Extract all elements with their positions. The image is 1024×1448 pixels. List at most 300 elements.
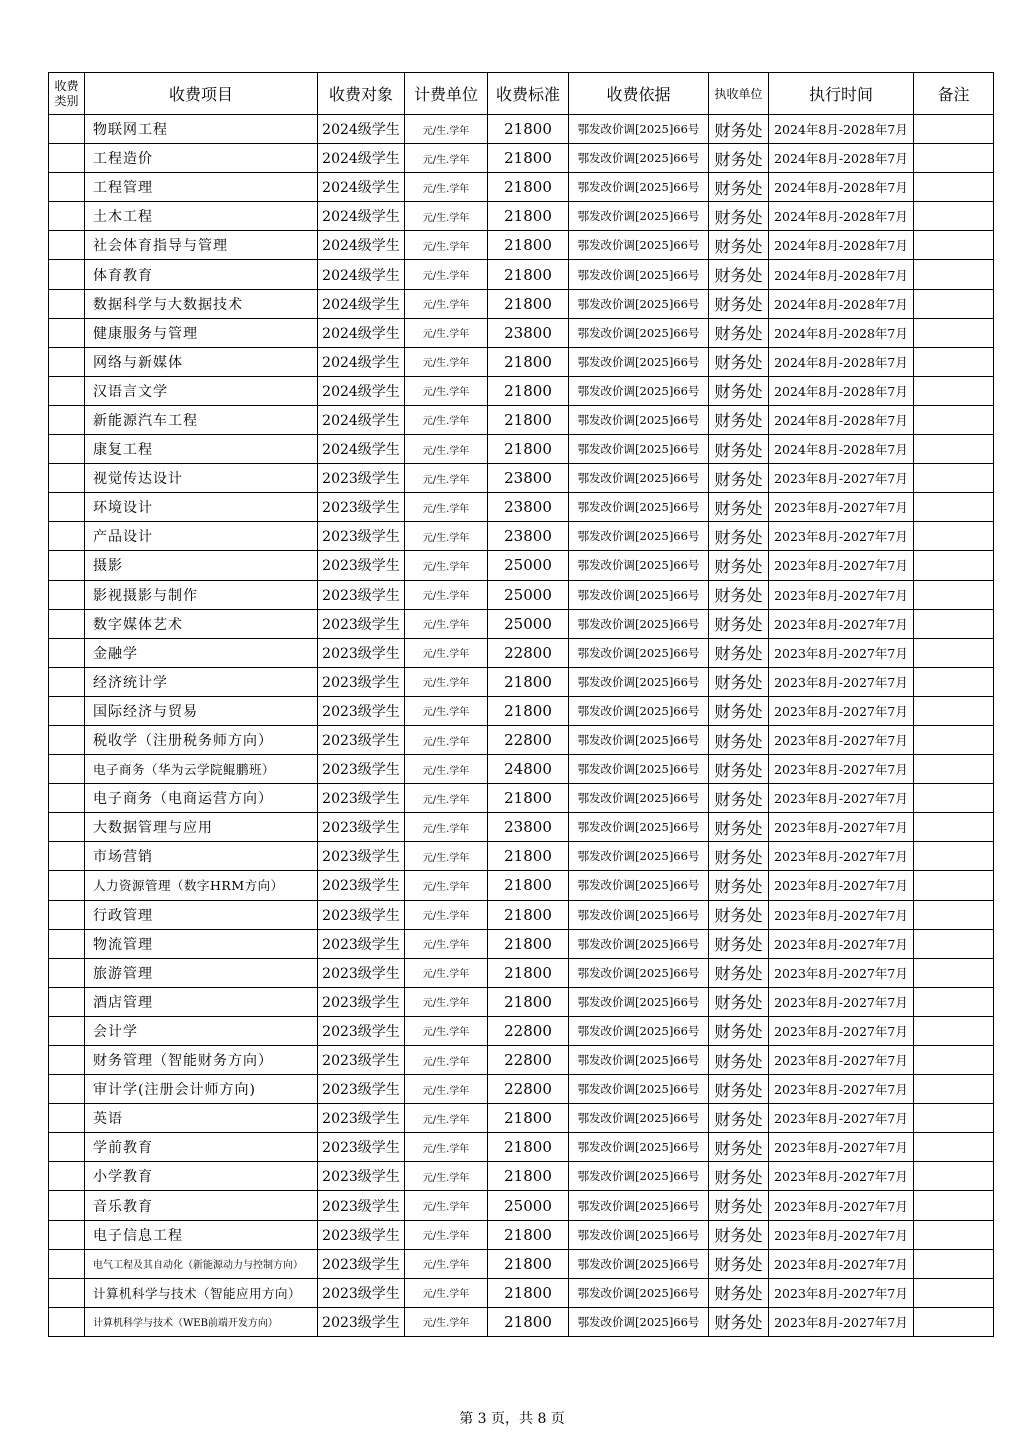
target-cell: 2023级学生 (318, 493, 405, 522)
category-cell (49, 1220, 85, 1249)
table-row (49, 1162, 994, 1191)
basis-cell: 鄂发改价调[2025]66号 (569, 1278, 709, 1307)
item-cell: 税收学（注册税务师方向） (85, 725, 318, 754)
category-cell (49, 638, 85, 667)
category-cell (49, 1249, 85, 1278)
office-cell: 财务处 (709, 1046, 769, 1075)
unit-cell: 元/生.学年 (405, 987, 488, 1016)
category-cell (49, 667, 85, 696)
target-cell: 2023级学生 (318, 813, 405, 842)
office-cell: 财务处 (709, 435, 769, 464)
unit-cell: 元/生.学年 (405, 958, 488, 987)
basis-cell: 鄂发改价调[2025]66号 (569, 638, 709, 667)
office-cell: 财务处 (709, 405, 769, 434)
office-cell: 财务处 (709, 1191, 769, 1220)
remark-cell (914, 202, 994, 231)
basis-cell: 鄂发改价调[2025]66号 (569, 842, 709, 871)
item-cell: 物流管理 (85, 929, 318, 958)
table-row (49, 493, 994, 522)
standard-cell: 24800 (488, 755, 569, 784)
table-body (49, 115, 994, 1337)
basis-cell: 鄂发改价调[2025]66号 (569, 958, 709, 987)
unit-cell: 元/生.学年 (405, 1046, 488, 1075)
office-cell: 财务处 (709, 347, 769, 376)
remark-cell (914, 1220, 994, 1249)
table-row (49, 813, 994, 842)
period-cell: 2023年8月-2027年7月 (769, 1191, 914, 1220)
office-cell: 财务处 (709, 115, 769, 144)
standard-cell: 22800 (488, 1016, 569, 1045)
category-cell (49, 464, 85, 493)
standard-cell: 21800 (488, 900, 569, 929)
remark-cell (914, 1278, 994, 1307)
office-cell: 财务处 (709, 609, 769, 638)
period-cell: 2023年8月-2027年7月 (769, 725, 914, 754)
standard-cell: 21800 (488, 1162, 569, 1191)
remark-cell (914, 551, 994, 580)
unit-cell: 元/生.学年 (405, 289, 488, 318)
basis-cell: 鄂发改价调[2025]66号 (569, 289, 709, 318)
target-cell: 2023级学生 (318, 842, 405, 871)
standard-cell: 21800 (488, 202, 569, 231)
category-cell (49, 609, 85, 638)
office-cell: 财务处 (709, 551, 769, 580)
period-cell: 2023年8月-2027年7月 (769, 987, 914, 1016)
period-cell: 2024年8月-2028年7月 (769, 289, 914, 318)
remark-cell (914, 1075, 994, 1104)
office-cell: 财务处 (709, 493, 769, 522)
period-cell: 2023年8月-2027年7月 (769, 522, 914, 551)
basis-cell: 鄂发改价调[2025]66号 (569, 580, 709, 609)
basis-cell: 鄂发改价调[2025]66号 (569, 1075, 709, 1104)
unit-cell: 元/生.学年 (405, 1191, 488, 1220)
office-cell: 财务处 (709, 318, 769, 347)
category-cell (49, 231, 85, 260)
unit-cell: 元/生.学年 (405, 725, 488, 754)
period-cell: 2023年8月-2027年7月 (769, 1075, 914, 1104)
period-cell: 2023年8月-2027年7月 (769, 638, 914, 667)
target-cell: 2023级学生 (318, 1133, 405, 1162)
table-row (49, 347, 994, 376)
basis-cell: 鄂发改价调[2025]66号 (569, 231, 709, 260)
unit-cell: 元/生.学年 (405, 260, 488, 289)
unit-cell: 元/生.学年 (405, 551, 488, 580)
office-cell: 财务处 (709, 784, 769, 813)
table-row (49, 1075, 994, 1104)
period-cell: 2024年8月-2028年7月 (769, 202, 914, 231)
category-cell (49, 493, 85, 522)
standard-cell: 23800 (488, 318, 569, 347)
office-cell: 财务处 (709, 842, 769, 871)
table-row (49, 522, 994, 551)
remark-cell (914, 289, 994, 318)
office-cell: 财务处 (709, 1075, 769, 1104)
target-cell: 2024级学生 (318, 173, 405, 202)
category-cell (49, 900, 85, 929)
unit-cell: 元/生.学年 (405, 1249, 488, 1278)
standard-cell: 22800 (488, 1046, 569, 1075)
table-row (49, 144, 994, 173)
basis-cell: 鄂发改价调[2025]66号 (569, 551, 709, 580)
standard-cell: 21800 (488, 405, 569, 434)
period-cell: 2023年8月-2027年7月 (769, 1162, 914, 1191)
unit-cell: 元/生.学年 (405, 813, 488, 842)
basis-cell: 鄂发改价调[2025]66号 (569, 464, 709, 493)
office-cell: 财务处 (709, 755, 769, 784)
category-cell (49, 1162, 85, 1191)
remark-cell (914, 260, 994, 289)
table-row (49, 1046, 994, 1075)
unit-cell: 元/生.学年 (405, 871, 488, 900)
category-cell (49, 260, 85, 289)
unit-cell: 元/生.学年 (405, 231, 488, 260)
item-cell: 物联网工程 (85, 115, 318, 144)
unit-cell: 元/生.学年 (405, 900, 488, 929)
period-cell: 2023年8月-2027年7月 (769, 900, 914, 929)
fee-table (48, 72, 994, 1337)
category-cell (49, 1075, 85, 1104)
period-cell: 2023年8月-2027年7月 (769, 755, 914, 784)
remark-cell (914, 405, 994, 434)
category-cell (49, 522, 85, 551)
standard-cell: 23800 (488, 493, 569, 522)
standard-cell: 21800 (488, 231, 569, 260)
table-row (49, 609, 994, 638)
target-cell: 2023级学生 (318, 1162, 405, 1191)
table-row (49, 1104, 994, 1133)
item-cell: 工程造价 (85, 144, 318, 173)
standard-cell: 21800 (488, 435, 569, 464)
basis-cell: 鄂发改价调[2025]66号 (569, 260, 709, 289)
standard-cell: 21800 (488, 696, 569, 725)
remark-cell (914, 464, 994, 493)
item-cell: 电子商务（华为云学院鲲鹏班） (85, 755, 318, 784)
table-row (49, 405, 994, 434)
item-cell: 英语 (85, 1104, 318, 1133)
item-cell: 旅游管理 (85, 958, 318, 987)
remark-cell (914, 609, 994, 638)
category-cell (49, 289, 85, 318)
period-cell: 2023年8月-2027年7月 (769, 1220, 914, 1249)
remark-cell (914, 144, 994, 173)
remark-cell (914, 580, 994, 609)
remark-cell (914, 376, 994, 405)
target-cell: 2024级学生 (318, 289, 405, 318)
period-cell: 2023年8月-2027年7月 (769, 580, 914, 609)
table-row (49, 580, 994, 609)
item-cell: 电子商务（电商运营方向） (85, 784, 318, 813)
item-cell: 环境设计 (85, 493, 318, 522)
item-cell: 人力资源管理（数字HRM方向） (85, 871, 318, 900)
standard-cell: 21800 (488, 1307, 569, 1336)
table-row (49, 696, 994, 725)
category-cell (49, 144, 85, 173)
table-row (49, 638, 994, 667)
item-cell: 市场营销 (85, 842, 318, 871)
unit-cell: 元/生.学年 (405, 493, 488, 522)
item-cell: 小学教育 (85, 1162, 318, 1191)
table-row (49, 202, 994, 231)
office-cell: 财务处 (709, 1307, 769, 1336)
remark-cell (914, 1046, 994, 1075)
table-row (49, 260, 994, 289)
remark-cell (914, 522, 994, 551)
office-cell: 财务处 (709, 1278, 769, 1307)
category-cell (49, 871, 85, 900)
target-cell: 2024级学生 (318, 347, 405, 376)
standard-cell: 21800 (488, 289, 569, 318)
period-cell: 2023年8月-2027年7月 (769, 1307, 914, 1336)
standard-cell: 21800 (488, 987, 569, 1016)
office-cell: 财务处 (709, 987, 769, 1016)
office-cell: 财务处 (709, 871, 769, 900)
remark-cell (914, 929, 994, 958)
basis-cell: 鄂发改价调[2025]66号 (569, 1046, 709, 1075)
period-cell: 2024年8月-2028年7月 (769, 435, 914, 464)
item-cell: 经济统计学 (85, 667, 318, 696)
unit-cell: 元/生.学年 (405, 522, 488, 551)
basis-cell: 鄂发改价调[2025]66号 (569, 784, 709, 813)
office-cell: 财务处 (709, 1133, 769, 1162)
table-row (49, 929, 994, 958)
table-row (49, 755, 994, 784)
basis-cell: 鄂发改价调[2025]66号 (569, 725, 709, 754)
standard-cell: 21800 (488, 958, 569, 987)
period-cell: 2023年8月-2027年7月 (769, 1278, 914, 1307)
item-cell: 行政管理 (85, 900, 318, 929)
target-cell: 2023级学生 (318, 696, 405, 725)
item-cell: 酒店管理 (85, 987, 318, 1016)
header-remark: 备注 (914, 73, 994, 115)
remark-cell (914, 667, 994, 696)
table-header-row (49, 73, 994, 115)
standard-cell: 25000 (488, 551, 569, 580)
basis-cell: 鄂发改价调[2025]66号 (569, 609, 709, 638)
target-cell: 2024级学生 (318, 260, 405, 289)
table-row (49, 1016, 994, 1045)
item-cell: 健康服务与管理 (85, 318, 318, 347)
target-cell: 2024级学生 (318, 202, 405, 231)
remark-cell (914, 725, 994, 754)
period-cell: 2023年8月-2027年7月 (769, 464, 914, 493)
unit-cell: 元/生.学年 (405, 842, 488, 871)
remark-cell (914, 231, 994, 260)
period-cell: 2023年8月-2027年7月 (769, 929, 914, 958)
standard-cell: 21800 (488, 871, 569, 900)
target-cell: 2023级学生 (318, 900, 405, 929)
target-cell: 2023级学生 (318, 580, 405, 609)
table-row (49, 1220, 994, 1249)
office-cell: 财务处 (709, 813, 769, 842)
standard-cell: 21800 (488, 784, 569, 813)
table-row (49, 987, 994, 1016)
target-cell: 2023级学生 (318, 1075, 405, 1104)
office-cell: 财务处 (709, 958, 769, 987)
category-cell (49, 347, 85, 376)
category-cell (49, 405, 85, 434)
item-cell: 体育教育 (85, 260, 318, 289)
basis-cell: 鄂发改价调[2025]66号 (569, 696, 709, 725)
category-cell (49, 842, 85, 871)
header-standard: 收费标准 (488, 73, 569, 115)
category-cell (49, 696, 85, 725)
unit-cell: 元/生.学年 (405, 318, 488, 347)
office-cell: 财务处 (709, 289, 769, 318)
remark-cell (914, 115, 994, 144)
unit-cell: 元/生.学年 (405, 755, 488, 784)
standard-cell: 23800 (488, 464, 569, 493)
period-cell: 2023年8月-2027年7月 (769, 1249, 914, 1278)
item-cell: 数据科学与大数据技术 (85, 289, 318, 318)
unit-cell: 元/生.学年 (405, 435, 488, 464)
target-cell: 2023级学生 (318, 929, 405, 958)
office-cell: 财务处 (709, 173, 769, 202)
target-cell: 2023级学生 (318, 1220, 405, 1249)
basis-cell: 鄂发改价调[2025]66号 (569, 376, 709, 405)
unit-cell: 元/生.学年 (405, 464, 488, 493)
item-cell: 财务管理（智能财务方向） (85, 1046, 318, 1075)
remark-cell (914, 435, 994, 464)
remark-cell (914, 958, 994, 987)
period-cell: 2024年8月-2028年7月 (769, 115, 914, 144)
office-cell: 财务处 (709, 376, 769, 405)
target-cell: 2023级学生 (318, 609, 405, 638)
period-cell: 2023年8月-2027年7月 (769, 1133, 914, 1162)
office-cell: 财务处 (709, 144, 769, 173)
period-cell: 2024年8月-2028年7月 (769, 405, 914, 434)
basis-cell: 鄂发改价调[2025]66号 (569, 1016, 709, 1045)
office-cell: 财务处 (709, 231, 769, 260)
standard-cell: 22800 (488, 1075, 569, 1104)
category-cell (49, 987, 85, 1016)
standard-cell: 21800 (488, 260, 569, 289)
period-cell: 2023年8月-2027年7月 (769, 958, 914, 987)
target-cell: 2023级学生 (318, 638, 405, 667)
unit-cell: 元/生.学年 (405, 173, 488, 202)
header-period: 执行时间 (769, 73, 914, 115)
standard-cell: 23800 (488, 813, 569, 842)
basis-cell: 鄂发改价调[2025]66号 (569, 493, 709, 522)
item-cell: 影视摄影与制作 (85, 580, 318, 609)
standard-cell: 25000 (488, 580, 569, 609)
unit-cell: 元/生.学年 (405, 696, 488, 725)
category-cell (49, 1046, 85, 1075)
office-cell: 财务处 (709, 1104, 769, 1133)
period-cell: 2023年8月-2027年7月 (769, 1046, 914, 1075)
target-cell: 2023级学生 (318, 725, 405, 754)
basis-cell: 鄂发改价调[2025]66号 (569, 1249, 709, 1278)
target-cell: 2023级学生 (318, 1191, 405, 1220)
standard-cell: 25000 (488, 1191, 569, 1220)
category-cell (49, 435, 85, 464)
unit-cell: 元/生.学年 (405, 405, 488, 434)
remark-cell (914, 755, 994, 784)
item-cell: 大数据管理与应用 (85, 813, 318, 842)
standard-cell: 21800 (488, 1249, 569, 1278)
target-cell: 2024级学生 (318, 405, 405, 434)
basis-cell: 鄂发改价调[2025]66号 (569, 1162, 709, 1191)
basis-cell: 鄂发改价调[2025]66号 (569, 435, 709, 464)
remark-cell (914, 1162, 994, 1191)
standard-cell: 21800 (488, 173, 569, 202)
office-cell: 财务处 (709, 667, 769, 696)
basis-cell: 鄂发改价调[2025]66号 (569, 144, 709, 173)
target-cell: 2023级学生 (318, 1016, 405, 1045)
header-office: 执收单位 (709, 73, 769, 115)
category-cell (49, 202, 85, 231)
basis-cell: 鄂发改价调[2025]66号 (569, 1133, 709, 1162)
target-cell: 2023级学生 (318, 551, 405, 580)
category-cell (49, 580, 85, 609)
table-row (49, 842, 994, 871)
table-row (49, 1307, 994, 1336)
category-cell (49, 813, 85, 842)
item-cell: 工程管理 (85, 173, 318, 202)
basis-cell: 鄂发改价调[2025]66号 (569, 813, 709, 842)
remark-cell (914, 813, 994, 842)
item-cell: 学前教育 (85, 1133, 318, 1162)
period-cell: 2023年8月-2027年7月 (769, 1016, 914, 1045)
basis-cell: 鄂发改价调[2025]66号 (569, 929, 709, 958)
category-cell (49, 958, 85, 987)
period-cell: 2024年8月-2028年7月 (769, 376, 914, 405)
standard-cell: 21800 (488, 376, 569, 405)
basis-cell: 鄂发改价调[2025]66号 (569, 202, 709, 231)
basis-cell: 鄂发改价调[2025]66号 (569, 1220, 709, 1249)
basis-cell: 鄂发改价调[2025]66号 (569, 318, 709, 347)
basis-cell: 鄂发改价调[2025]66号 (569, 987, 709, 1016)
table-row (49, 231, 994, 260)
target-cell: 2023级学生 (318, 1307, 405, 1336)
period-cell: 2023年8月-2027年7月 (769, 784, 914, 813)
table-row (49, 115, 994, 144)
office-cell: 财务处 (709, 696, 769, 725)
period-cell: 2023年8月-2027年7月 (769, 813, 914, 842)
item-cell: 土木工程 (85, 202, 318, 231)
header-unit: 计费单位 (405, 73, 488, 115)
category-cell (49, 1133, 85, 1162)
table-row (49, 784, 994, 813)
period-cell: 2024年8月-2028年7月 (769, 231, 914, 260)
table-row (49, 551, 994, 580)
item-cell: 会计学 (85, 1016, 318, 1045)
standard-cell: 25000 (488, 609, 569, 638)
office-cell: 财务处 (709, 202, 769, 231)
item-cell: 电子信息工程 (85, 1220, 318, 1249)
category-cell (49, 1191, 85, 1220)
remark-cell (914, 638, 994, 667)
unit-cell: 元/生.学年 (405, 376, 488, 405)
target-cell: 2023级学生 (318, 522, 405, 551)
target-cell: 2024级学生 (318, 435, 405, 464)
unit-cell: 元/生.学年 (405, 1016, 488, 1045)
item-cell: 产品设计 (85, 522, 318, 551)
item-cell: 康复工程 (85, 435, 318, 464)
standard-cell: 22800 (488, 725, 569, 754)
period-cell: 2023年8月-2027年7月 (769, 696, 914, 725)
basis-cell: 鄂发改价调[2025]66号 (569, 115, 709, 144)
unit-cell: 元/生.学年 (405, 115, 488, 144)
basis-cell: 鄂发改价调[2025]66号 (569, 1104, 709, 1133)
unit-cell: 元/生.学年 (405, 929, 488, 958)
header-target: 收费对象 (318, 73, 405, 115)
target-cell: 2024级学生 (318, 115, 405, 144)
office-cell: 财务处 (709, 725, 769, 754)
item-cell: 金融学 (85, 638, 318, 667)
office-cell: 财务处 (709, 260, 769, 289)
remark-cell (914, 987, 994, 1016)
period-cell: 2024年8月-2028年7月 (769, 260, 914, 289)
